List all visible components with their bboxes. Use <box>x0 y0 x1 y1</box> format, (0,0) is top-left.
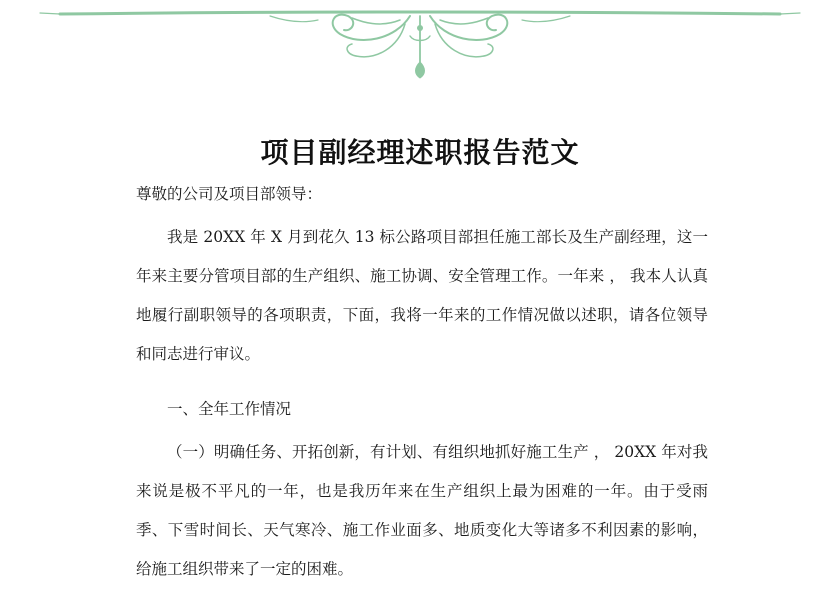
header-ornament-icon <box>0 0 840 80</box>
intro-paragraph: 我是 20XX 年 X 月到花久 13 标公路项目部担任施工部长及生产副经理，这一年来主要分管项目部的生产组织、施工协调、安全管理工作。一年来 ， 我本人认真地履行副职领导的各项职责，下面，我将一年来的工作情况做以述职，请各位领导和同志进行审议。 <box>136 228 708 363</box>
salutation: 尊敬的公司及项目部领导： <box>136 185 323 203</box>
item-one-paragraph: （一）明确任务、开拓创新，有计划、有组织地抓好施工生产 ， 20XX 年对我来说是极不平凡的一年，也是我历年来在生产组织上最为困难的一年。由于受雨季、下雪时间长、天气寒冷、施工作业面多、地质变化大等诸多不利因素的影响，给施工组织带来了一定的困难。 <box>136 443 708 578</box>
document-title: 项目副经理述职报告范文 <box>260 135 580 169</box>
section-heading: 一、全年工作情况 <box>167 400 292 418</box>
